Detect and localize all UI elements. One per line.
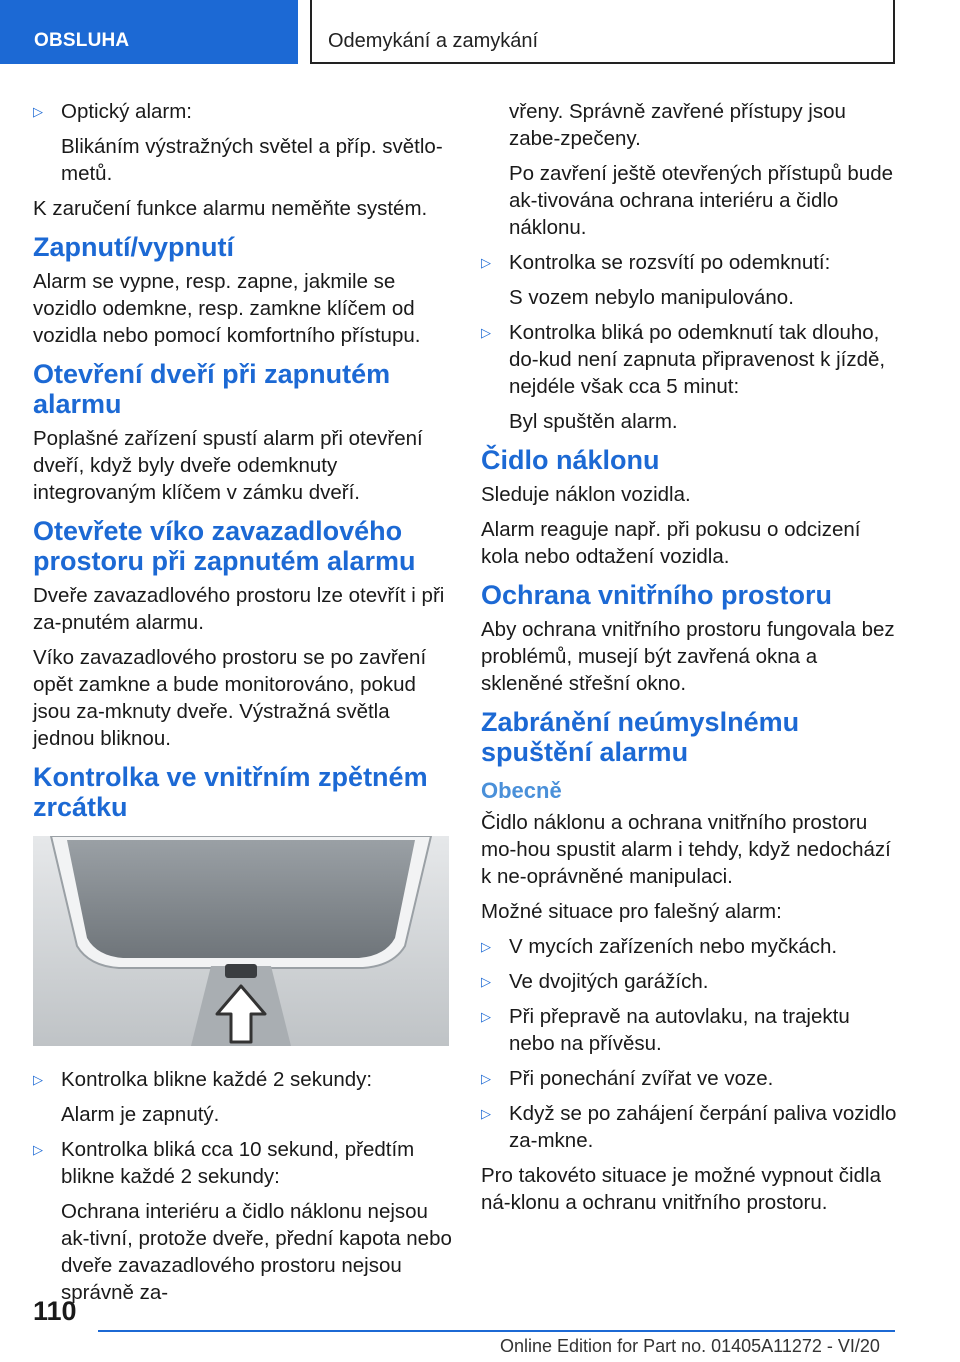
bullet-title: V mycích zařízeních nebo myčkách. xyxy=(509,935,838,958)
bullet-text: Ochrana interiéru a čidlo náklonu nejsou ak-tivní, protože dveře, přední kapota nebo dveře zavazadlového prostoru nejsou správně za- xyxy=(61,1200,452,1304)
list-item xyxy=(33,1066,453,1093)
paragraph: K zaručení funkce alarmu neměňte systém. xyxy=(33,197,428,220)
list-item xyxy=(481,249,901,276)
paragraph: Dveře zavazadlového prostoru lze otevřít i při za-pnutém alarmu. xyxy=(33,584,445,634)
list-item xyxy=(481,319,901,400)
bullet-title: Kontrolka se rozsvítí po odemknutí: xyxy=(509,251,831,274)
triangle-bullet-icon: ▷ xyxy=(33,1072,43,1087)
heading-tilt-sensor: Čidlo náklonu xyxy=(481,445,660,475)
heading-doors: Otevření dveří při zapnutém alarmu xyxy=(33,359,391,419)
heading-on-off: Zapnutí/vypnutí xyxy=(33,232,234,262)
triangle-bullet-icon: ▷ xyxy=(481,1009,491,1024)
footer-divider xyxy=(98,1330,895,1332)
list-item xyxy=(481,1100,901,1154)
bullet-text-continued: vřeny. Správně zavřené přístupy jsou zabe-zpečeny. xyxy=(509,100,846,150)
paragraph: Poplašné zařízení spustí alarm při otevření dveří, když byly dveře odemknuty integrovaným klíčem v zámku dveří. xyxy=(33,427,423,504)
paragraph: Alarm se vypne, resp. zapne, jakmile se vozidlo odemkne, resp. zamkne klíčem od vozidla nebo pomocí komfortního přístupu. xyxy=(33,270,421,347)
triangle-bullet-icon: ▷ xyxy=(33,104,43,119)
bullet-title: Kontrolka bliká po odemknutí tak dlouho, do-kud není zapnuta připravenost k jízdě, nejdéle však cca 5 minut: xyxy=(509,321,886,398)
heading-mirror: Kontrolka ve vnitřním zpětném zrcátku xyxy=(33,762,428,822)
bullet-text: Po zavření ještě otevřených přístupů bude ak-tivována ochrana interiéru a čidlo náklonu. xyxy=(509,162,894,239)
mirror-illustration xyxy=(33,836,449,1046)
bullet-text: Byl spuštěn alarm. xyxy=(509,410,678,433)
heading-trunk: Otevřete víko zavazadlového prostoru při zapnutém alarmu xyxy=(33,516,416,576)
triangle-bullet-icon: ▷ xyxy=(481,974,491,989)
list-item xyxy=(481,1065,901,1092)
heading-interior-protection: Ochrana vnitřního prostoru xyxy=(481,580,833,610)
bullet-title: Při ponechání zvířat ve voze. xyxy=(509,1067,774,1090)
list-item xyxy=(481,933,901,960)
bullet-title: Kontrolka blikne každé 2 sekundy: xyxy=(61,1068,373,1091)
triangle-bullet-icon: ▷ xyxy=(481,1106,491,1121)
paragraph: Možné situace pro falešný alarm: xyxy=(481,900,782,923)
list-item xyxy=(33,98,453,125)
page-number: 110 xyxy=(33,1296,77,1326)
paragraph: Alarm reaguje např. při pokusu o odcizení kola nebo odtažení vozidla. xyxy=(481,518,861,568)
paragraph: Pro takovéto situace je možné vypnout čidla ná-klonu a ochranu vnitřního prostoru. xyxy=(481,1164,881,1214)
bullet-title: Ve dvojitých garážích. xyxy=(509,970,709,993)
bullet-title: Kontrolka bliká cca 10 sekund, předtím blikne každé 2 sekundy: xyxy=(61,1138,415,1188)
triangle-bullet-icon: ▷ xyxy=(481,939,491,954)
right-column xyxy=(481,98,901,1224)
bullet-title: Optický alarm: xyxy=(61,100,192,123)
triangle-bullet-icon: ▷ xyxy=(33,1142,43,1157)
paragraph: Sleduje náklon vozidla. xyxy=(481,483,691,506)
subheading-general: Obecně xyxy=(481,778,562,803)
bullet-text: Alarm je zapnutý. xyxy=(61,1103,220,1126)
paragraph: Víko zavazadlového prostoru se po zavření opět zamkne a bude monitorováno, pokud jsou za-mknuty dveře. Výstražná světla jednou bliknou. xyxy=(33,646,427,750)
list-item xyxy=(481,968,901,995)
triangle-bullet-icon: ▷ xyxy=(481,255,491,270)
bullet-title: Když se po zahájení čerpání paliva vozidlo za-mkne. xyxy=(509,1102,897,1152)
list-item xyxy=(33,1136,453,1190)
left-column xyxy=(33,98,453,1314)
triangle-bullet-icon: ▷ xyxy=(481,1071,491,1086)
triangle-bullet-icon: ▷ xyxy=(481,325,491,340)
edition-note: Online Edition for Part no. 01405A11272 - VI/20 xyxy=(500,1336,880,1356)
bullet-text: Blikáním výstražných světel a příp. světlo-metů. xyxy=(61,135,443,185)
heading-prevent-false-alarm: Zabránění neúmyslnému spuštění alarmu xyxy=(481,707,800,767)
paragraph: Čidlo náklonu a ochrana vnitřního prostoru mo-hou spustit alarm i tehdy, když nedochází k ne-oprávněné manipulaci. xyxy=(481,811,891,888)
list-item xyxy=(481,1003,901,1057)
bullet-text: S vozem nebylo manipulováno. xyxy=(509,286,794,309)
rearview-mirror-icon xyxy=(33,836,449,1046)
bullet-title: Při přepravě na autovlaku, na trajektu nebo na přívěsu. xyxy=(509,1005,850,1055)
chapter-title: Odemykání a zamykání xyxy=(310,0,895,64)
paragraph: Aby ochrana vnitřního prostoru fungovala bez problémů, musejí být zavřená okna a skleněné střešní okno. xyxy=(481,618,895,695)
section-tab: OBSLUHA xyxy=(0,0,298,64)
